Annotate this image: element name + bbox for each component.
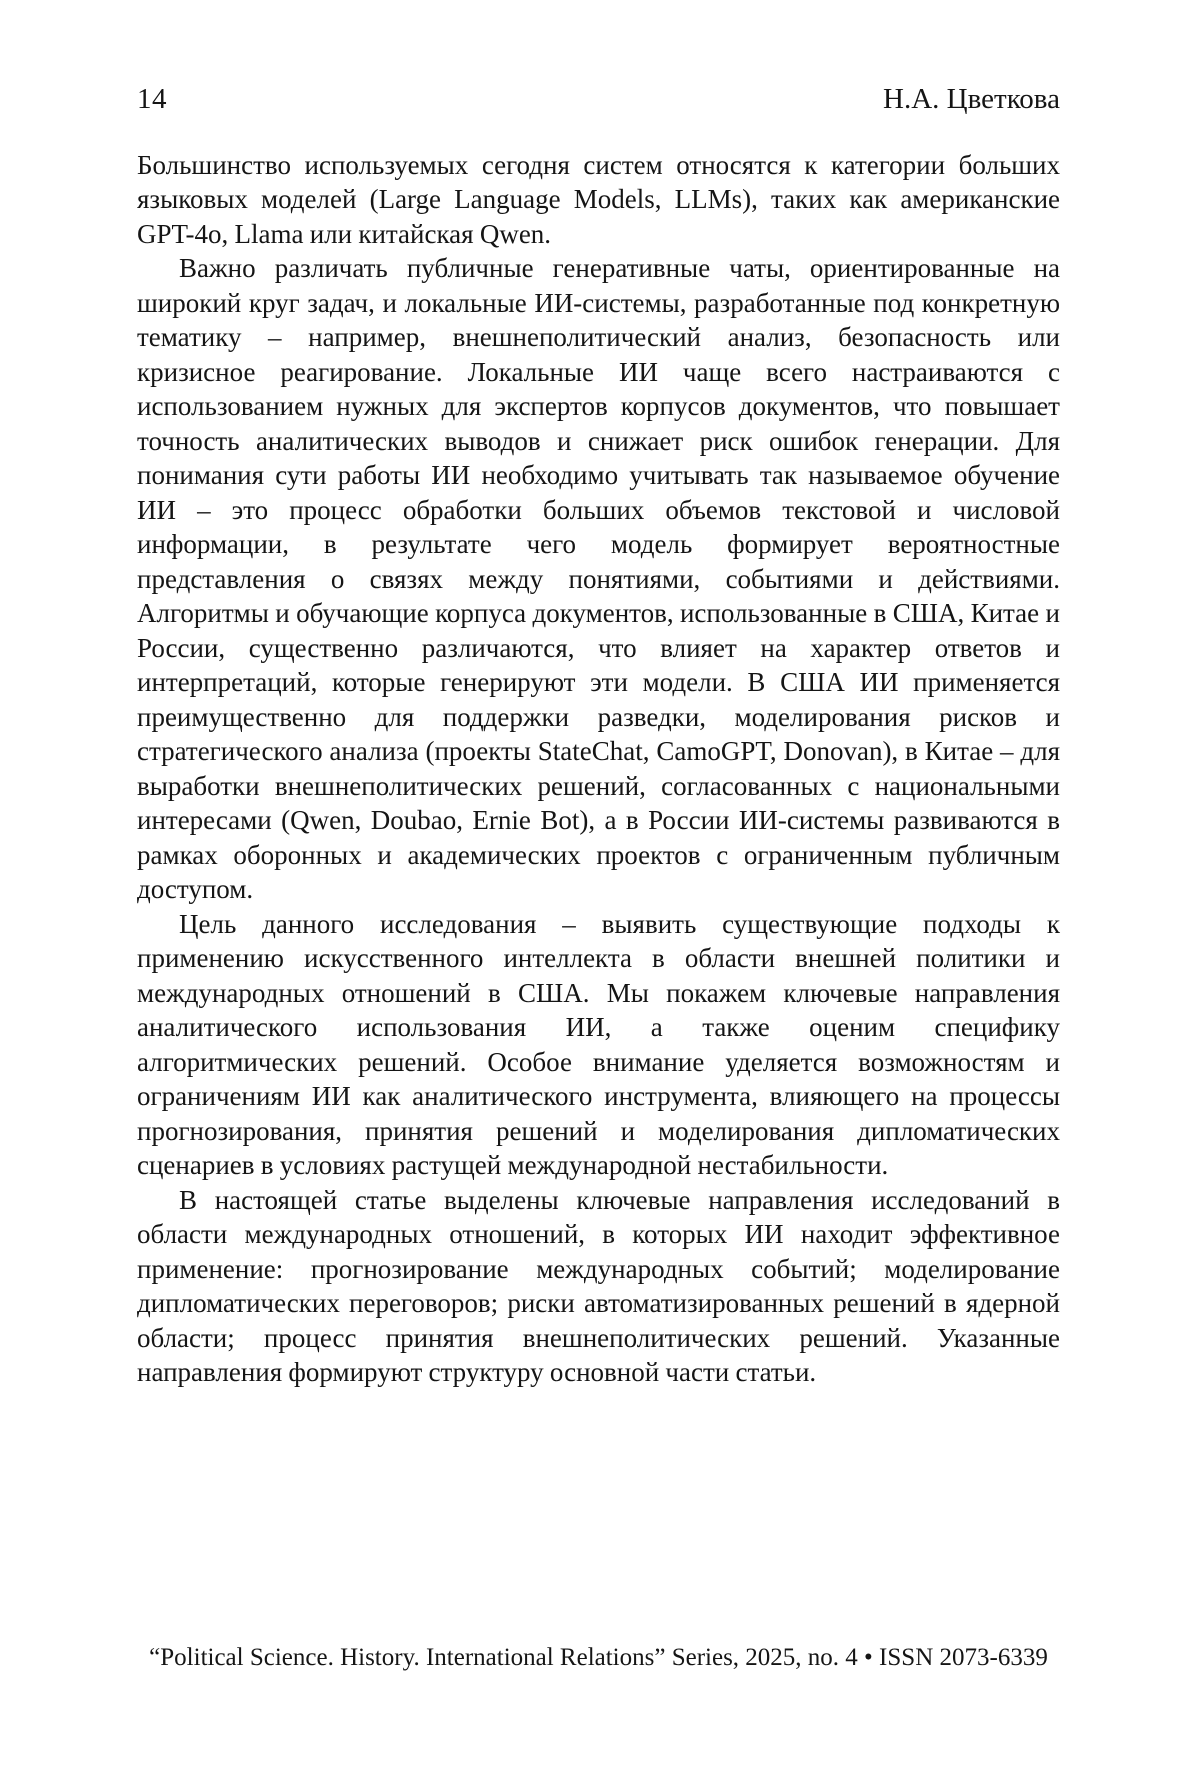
running-header	[137, 84, 1060, 116]
page-content	[137, 84, 1060, 1390]
article-body	[137, 148, 1060, 1390]
body-paragraph: Цель данного исследования – выявить существующие подходы к применению искусственного интеллекта в области внешней политики и международных отношений в США. Мы покажем ключевые направления аналитического использования ИИ, а также оценим специфику алгоритмических решений. Особое внимание уделяется возможностям и ограничениям ИИ как аналитического инструмента, влияющего на процессы прогнозирования, принятия решений и моделирования дипломатических сценариев в условиях растущей международной нестабильности.	[137, 908, 1060, 1181]
page-number: 14	[137, 83, 167, 115]
running-author: Н.А. Цветкова	[883, 83, 1060, 115]
body-paragraph: Важно различать публичные генеративные чаты, ориентированные на широкий круг задач, и локальные ИИ-системы, разработанные под конкретную тематику – например, внешнеполитический анализ, безопасность или кризисное реагирование. Локальные ИИ чаще всего настраиваются с использованием нужных для экспертов корпусов документов, что повышает точность аналитических выводов и снижает риск ошибок генерации. Для понимания сути работы ИИ необходимо учитывать так называемое обучение ИИ – это процесс обработки больших объемов текстовой и числовой информации, в результате чего модель формирует вероятностные представления о связях между понятиями, событиями и действиями. Алгоритмы и обучающие корпуса документов, использованные в США, Китае и России, существенно различаются, что влияет на характер ответов и интерпретаций, которые генерируют эти модели. В США ИИ применяется преимущественно для поддержки разведки, моделирования рисков и стратегического анализа (проекты StateChat, CamoGPT, Donovan), в Китае – для выработки внешнеполитических решений, согласованных с национальными интересами (Qwen, Doubao, Ernie Bot), а в России ИИ-системы развиваются в рамках оборонных и академических проектов с ограниченным публичным доступом.	[137, 253, 1060, 905]
body-paragraph: В настоящей статье выделены ключевые направления исследований в области международных отношений, в которых ИИ находит эффективное применение: прогнозирование международных событий; моделирование дипломатических переговоров; риски автоматизированных решений в ядерной области; процесс принятия внешнеполитических решений. Указанные направления формируют структуру основной части статьи.	[137, 1184, 1060, 1388]
journal-footer: “Political Science. History. International Relations” Series, 2025, no. 4 • ISSN 2073-6339	[149, 1644, 1048, 1671]
body-paragraph: Большинство используемых сегодня систем относятся к категории больших языковых моделей (Large Language Models, LLMs), таких как американские GPT-4o, Llama или китайская Qwen.	[137, 149, 1060, 249]
